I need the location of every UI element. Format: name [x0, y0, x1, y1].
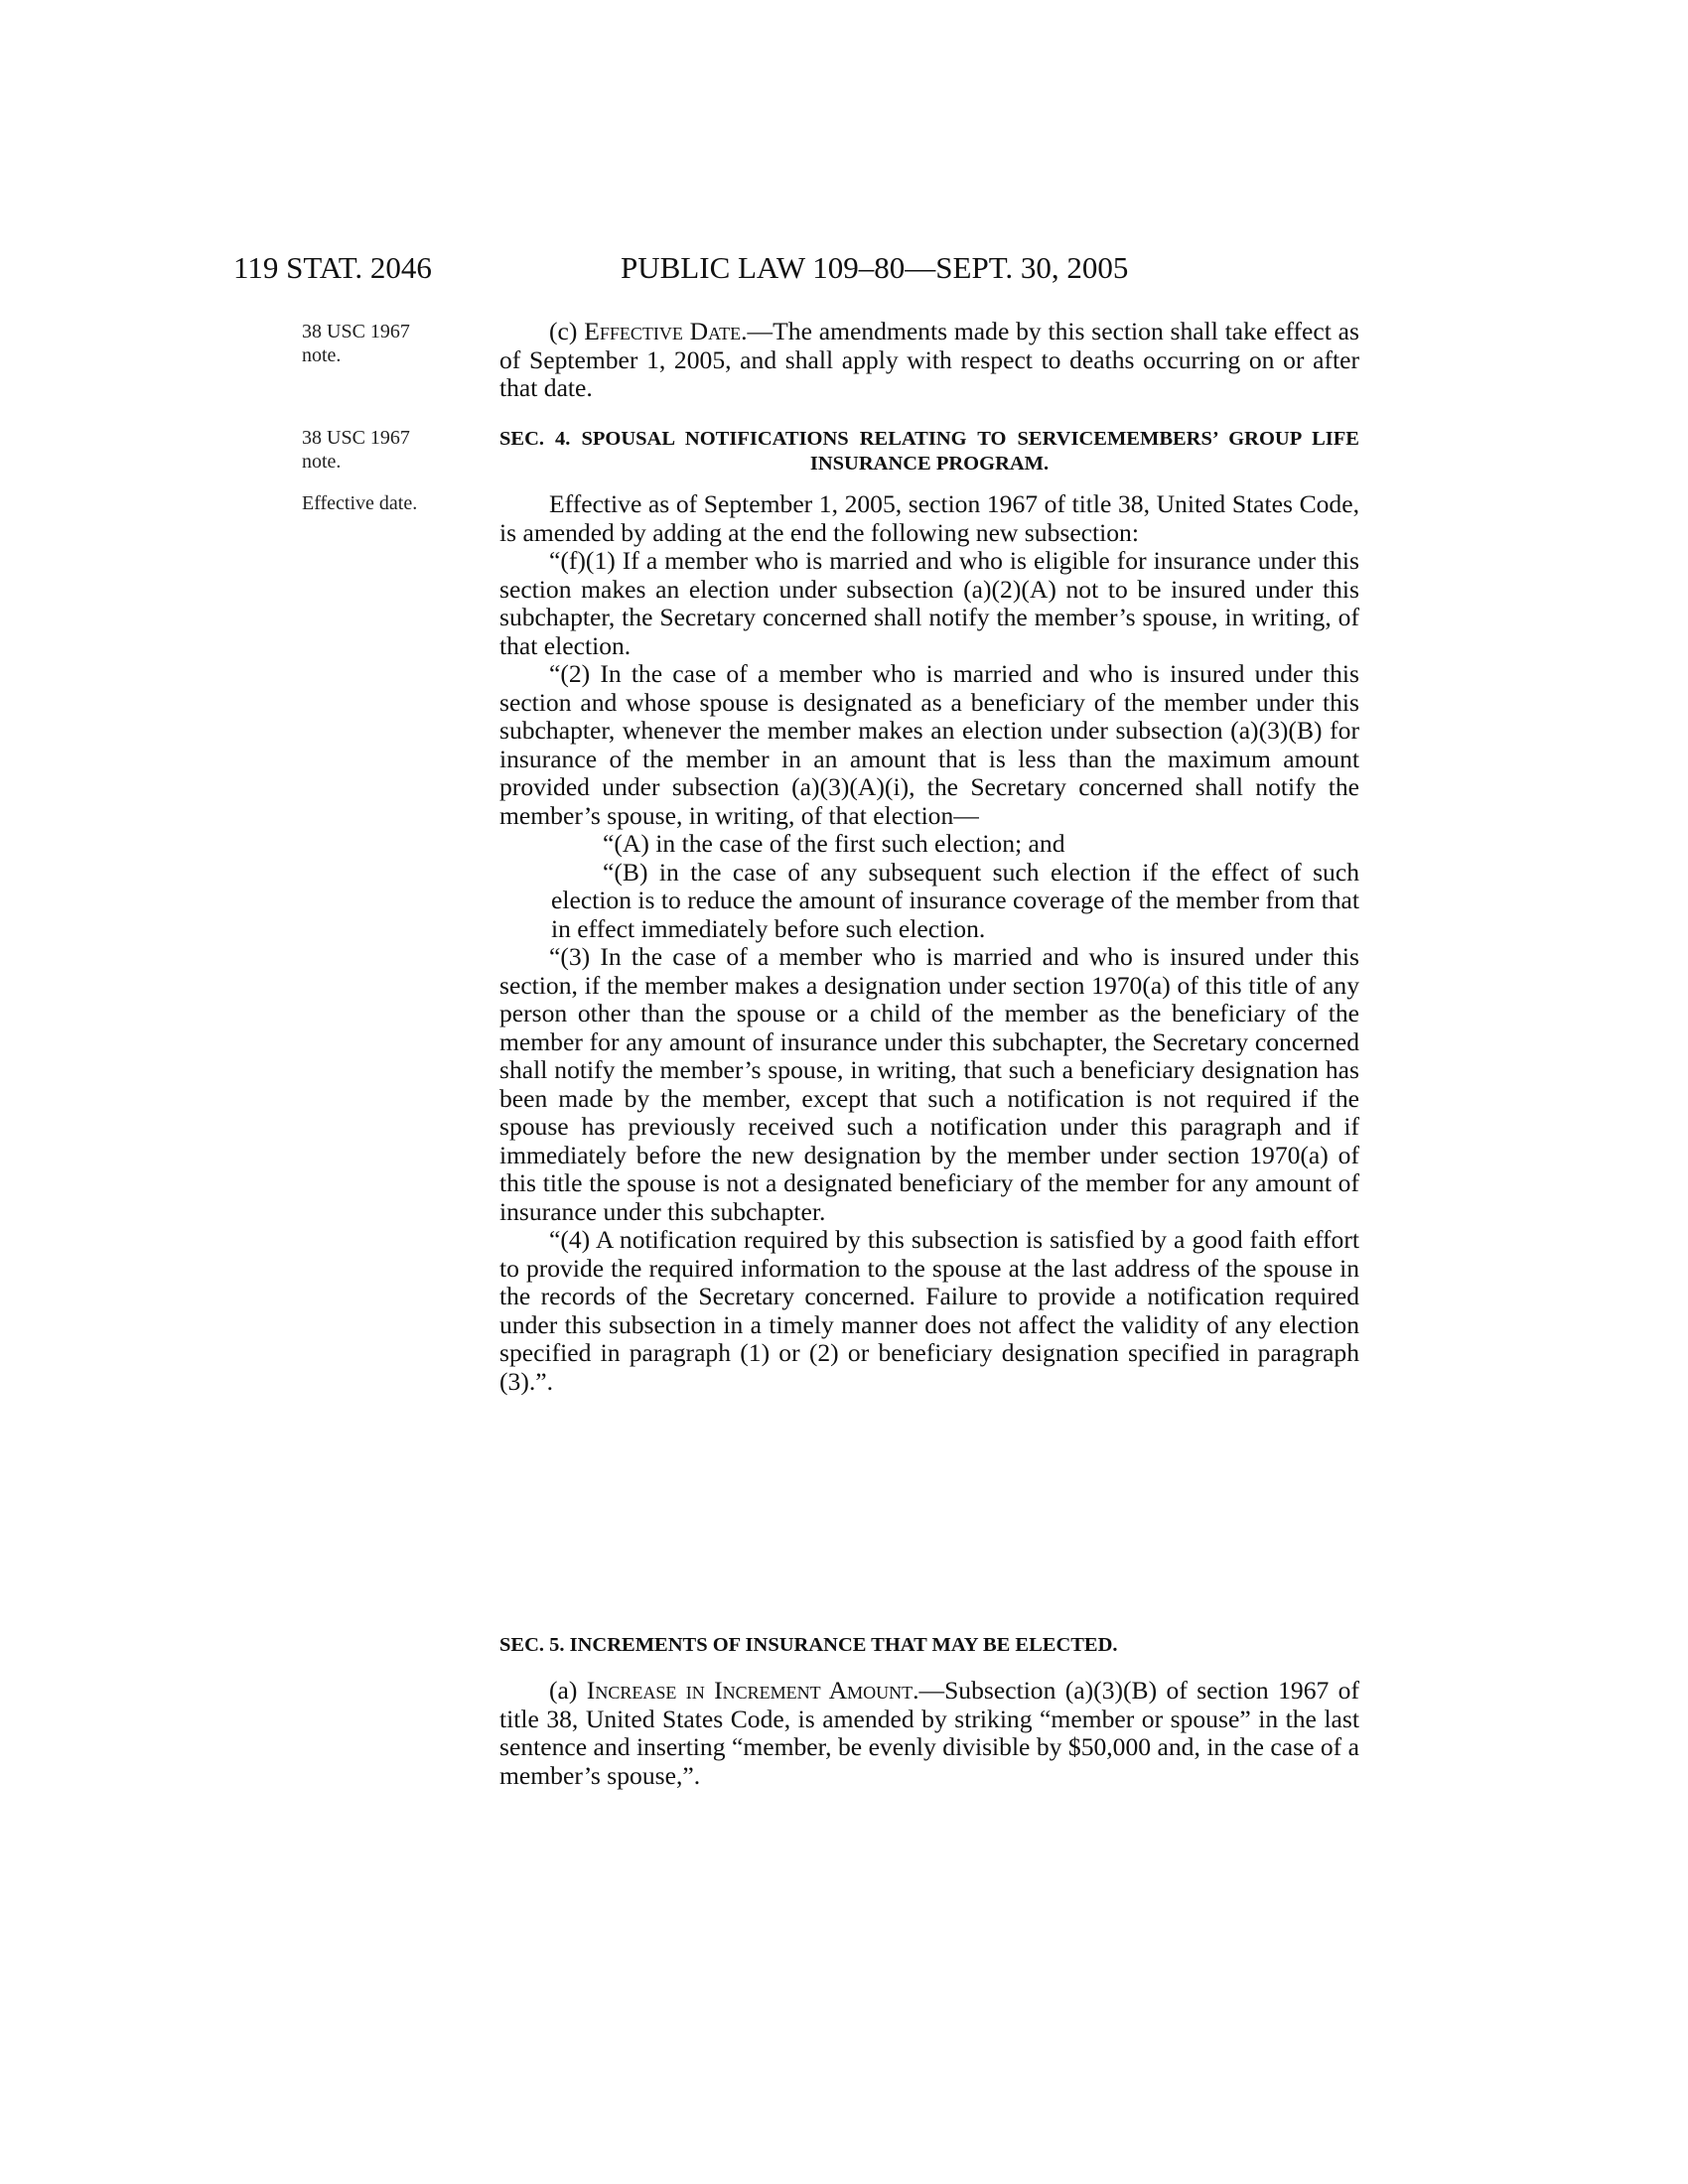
margin-note-citation: 38 USC 1967 [302, 427, 410, 449]
margin-note-effective-date [302, 491, 417, 515]
margin-note-suffix: note. [302, 451, 342, 473]
section-4-heading: SEC. 4. SPOUSAL NOTIFICATIONS RELATING TO SERVICEMEMBERS’ GROUP LIFE INSURANCE PROGRAM. [499, 428, 1359, 475]
section-4-body [499, 490, 1359, 1396]
subparagraph-b: “(B) in the case of any subsequent such election if the effect of such election is to reduce the amount of insurance coverage of the member from that in effect immediately before such election. [551, 857, 1359, 943]
paragraph [499, 318, 1359, 403]
public-law-title: PUBLIC LAW 109–80—SEPT. 30, 2005 [621, 250, 1129, 285]
margin-note-usc-1 [302, 320, 410, 367]
subparagraph-a: “(A) in the case of the first such election; and [603, 829, 1065, 858]
paragraph-caption: Increase in Increment Amount [586, 1676, 914, 1705]
page-header [0, 250, 1688, 290]
section-5-body [499, 1677, 1359, 1790]
section-5-heading: SEC. 5. INCREMENTS OF INSURANCE THAT MAY BE ELECTED. [499, 1634, 1118, 1656]
paragraph-body: .—Subsection (a)(3)(B) of section 1967 of title 38, United States Code, is amended by striking “member or spouse” in the last sentence and inserting “member, be evenly divisible by $50,000 and, in the case of a member’s spouse,”. [499, 1676, 1359, 1790]
statute-page-number: 119 STAT. 2046 [233, 250, 432, 285]
paragraph-3: “(3) In the case of a member who is married and who is insured under this section, if the member makes a designation under section 1970(a) of this title of any person other than the spouse or a child of the member as the beneficiary of the member for any amount of insurance under this subchapter, the Secretary concerned shall notify the member’s spouse, in writing, that such a beneficiary designation has been made by the member, except that such a notification is not required if the spouse has previously received such a notification under this paragraph and if immediately before the new designation by the member under section 1970(a) of this title the spouse is not a designated beneficiary of the member for any amount of insurance under this subchapter. [499, 942, 1359, 1226]
paragraph-2: “(2) In the case of a member who is married and who is insured under this section and whose spouse is designated as a beneficiary of the member under this subchapter, whenever the member makes an election under subsection (a)(3)(B) for insurance of the member in an amount that is less than the maximum amount provided under subsection (a)(3)(A)(i), the Secretary concerned shall notify the member’s spouse, in writing, of that election— [499, 659, 1359, 830]
paragraph [499, 1677, 1359, 1790]
paragraph-4: “(4) A notification required by this subsection is satisfied by a good faith effort to provide the required information to the spouse at the last address of the spouse in the records of the Secretary concerned. Failure to provide a notification required under this subsection in a timely manner does not affect the validity of any election specified in paragraph (1) or (2) or beneficiary designation specified in paragraph (3).”. [499, 1225, 1359, 1396]
paragraph-lead: (c) [549, 317, 585, 345]
subsection-f1: “(f)(1) If a member who is married and who is eligible for insurance under this section makes an election under subsection (a)(2)(A) not to be insured under this subchapter, the Secretary concerned shall notify the member’s spouse, in writing, of that election. [499, 546, 1359, 660]
paragraph-body: .—The amendments made by this section shall take effect as of September 1, 2005, and shall apply with respect to deaths occurring on or after that date. [499, 317, 1360, 402]
margin-note-usc-2 [302, 426, 410, 474]
paragraph-caption: Effective Date [584, 317, 742, 345]
margin-note-citation: 38 USC 1967 [302, 321, 410, 342]
section-3c-effective-date [499, 318, 1359, 403]
section-4-intro: Effective as of September 1, 2005, section 1967 of title 38, United States Code, is amended by adding at the end the following new subsection: [499, 489, 1359, 547]
paragraph-lead: (a) [549, 1676, 587, 1705]
margin-note-suffix: note. [302, 344, 342, 366]
margin-note-text: Effective date. [302, 492, 418, 514]
